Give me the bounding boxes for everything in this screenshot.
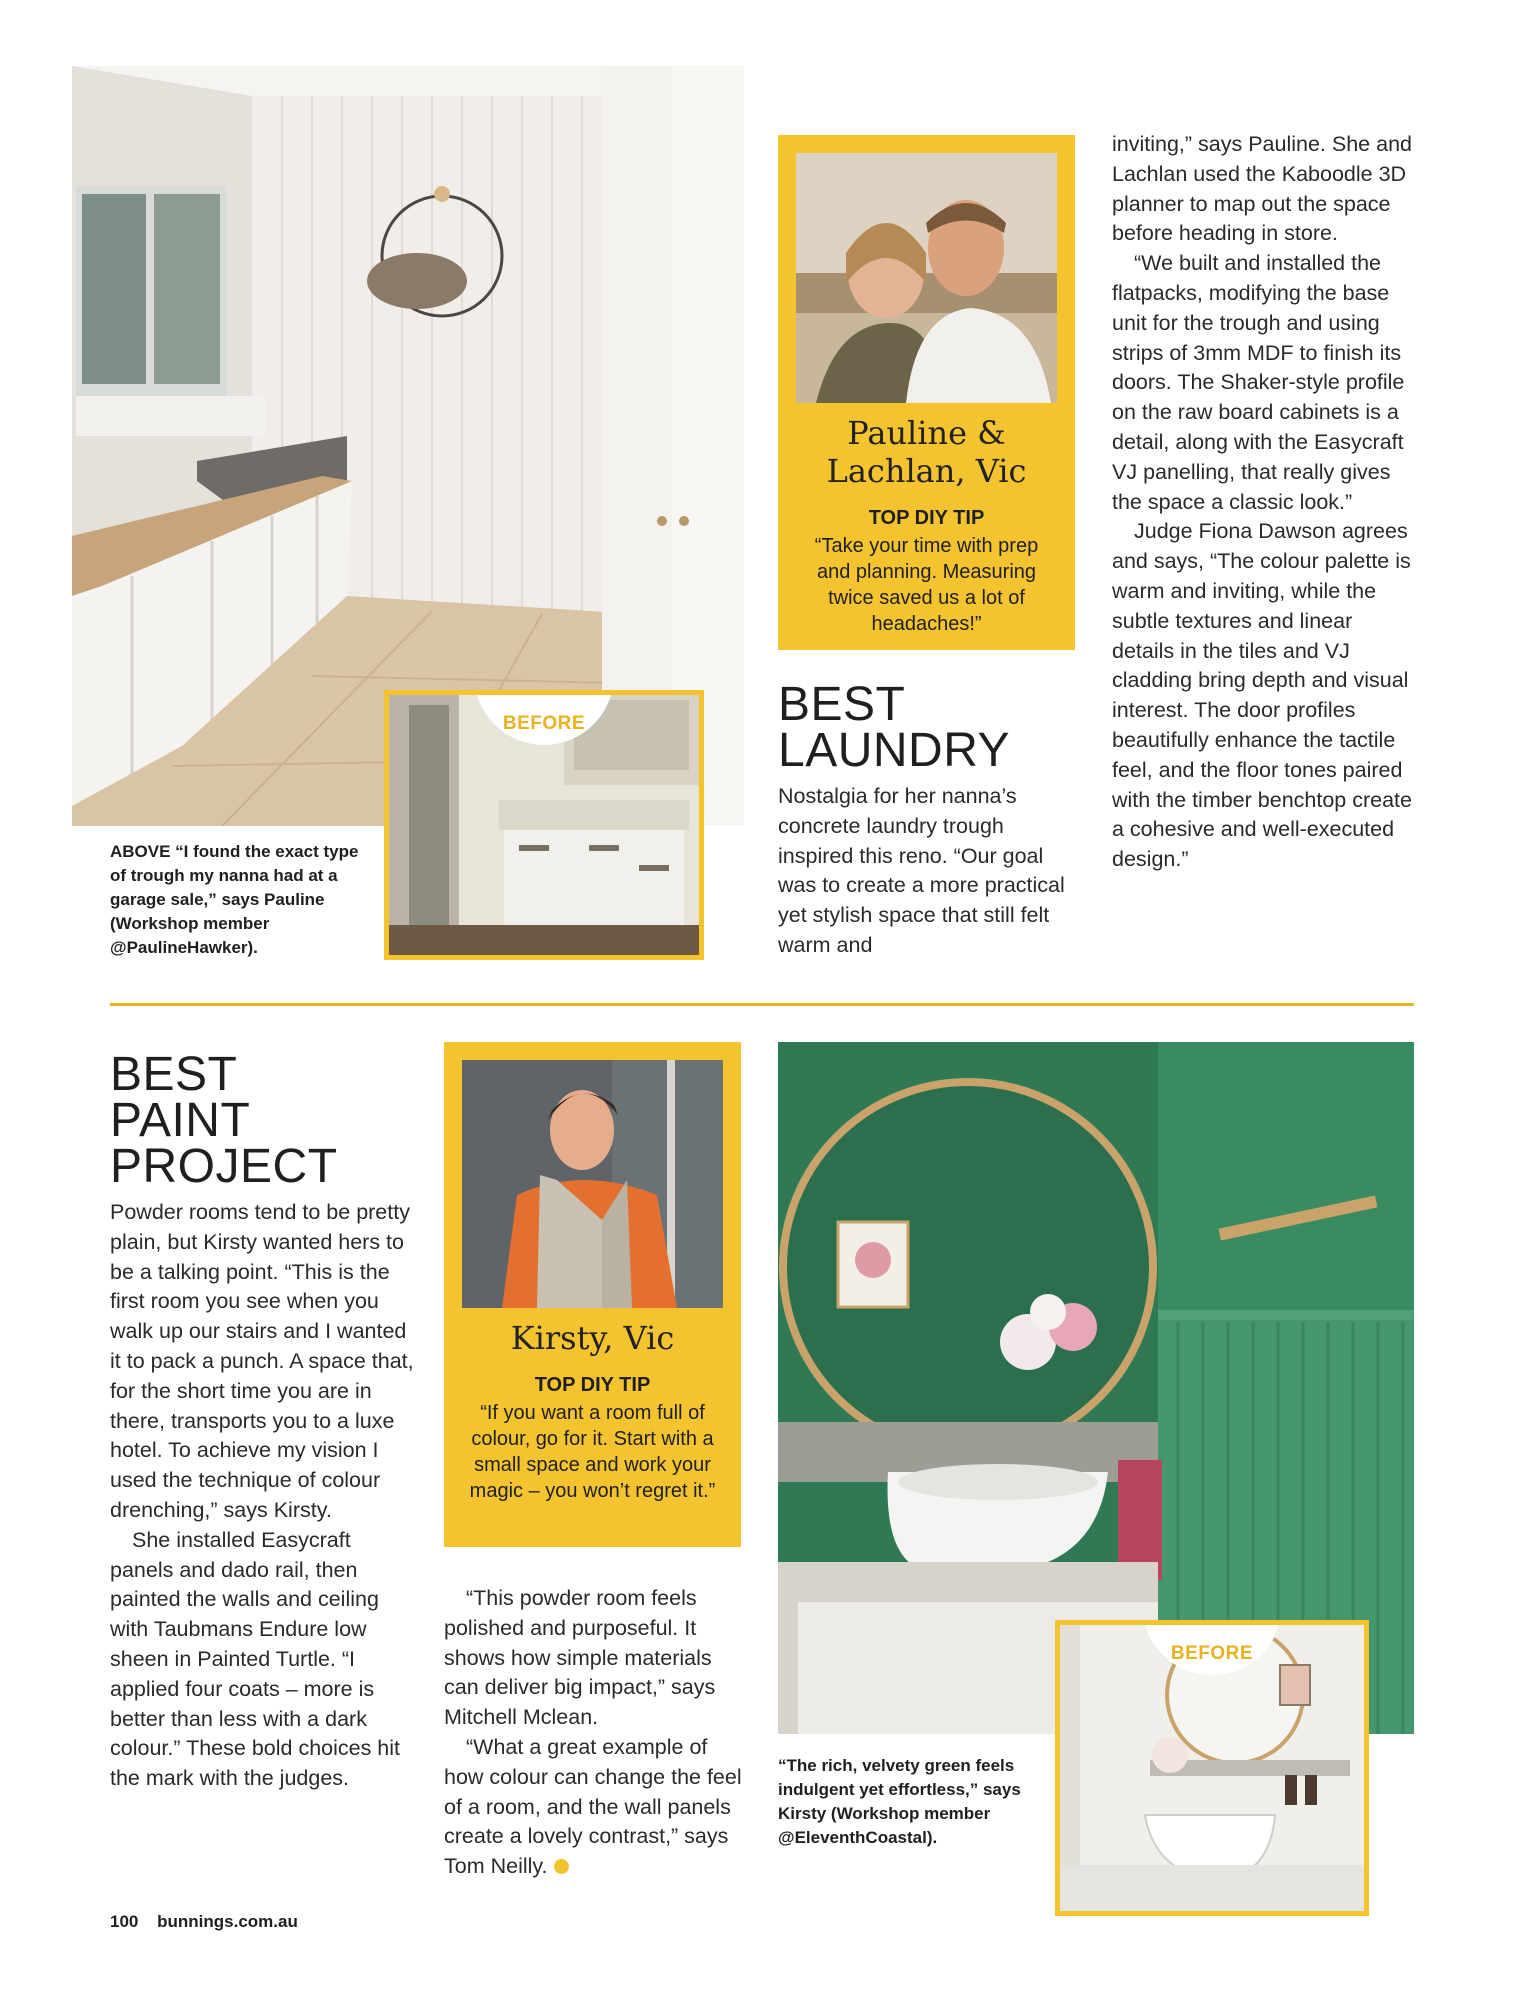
section-divider <box>110 1003 1414 1006</box>
page-footer <box>110 1912 298 1932</box>
laundry-body-col2-p2: “We built and installed the flatpacks, modifying the base unit for the trough and using strips of 3mm MDF to finish its doors. The Shaker-style profile on the raw board cabinets is a detail, along with the Easycraft VJ panelling, that really gives the space a classic look.” <box>1112 251 1405 514</box>
paint-headline-line1: BEST <box>110 1048 238 1101</box>
laundry-body-col2-p3: Judge Fiona Dawson agrees and says, “The colour palette is warm and inviting, while the subtle textures and linear details in the tiles and VJ cladding bring depth and visual interest. The door profiles beautifully enhance the tactile feel, and the floor tones paired with the timber benchtop create a cohesive and well-executed design.” <box>1112 519 1412 872</box>
paint-body-col2-p2-wrap <box>444 1733 744 1882</box>
kirsty-photo <box>462 1060 723 1308</box>
paint-body-col1 <box>110 1198 416 1794</box>
laundry-caption: ABOVE “I found the exact type of trough my nanna had at a garage sale,” says Pauline (Workshop member @PaulineHawker). <box>110 842 359 957</box>
site-url: bunnings.com.au <box>157 1912 298 1931</box>
paint-before-badge: BEFORE <box>1142 1620 1282 1675</box>
laundry-headline-line1: BEST <box>778 678 906 731</box>
paint-tip-name: Kirsty, Vic <box>510 1319 675 1357</box>
paint-body-col1-p2: She installed Easycraft panels and dado rail, then painted the walls and ceiling with Taubmans Endure low sheen in Painted Turtle. “I applied four coats – more is better than less with a dark colour.” These bold choices hit the mark with the judges. <box>110 1527 401 1791</box>
laundry-headline-line2: LAUNDRY <box>778 724 1011 777</box>
paint-tip-box <box>444 1042 741 1547</box>
pauline-lachlan-photo <box>796 153 1057 403</box>
page-number: 100 <box>110 1912 139 1931</box>
laundry-body-col2 <box>1112 130 1417 875</box>
paint-headline-line3: PROJECT <box>110 1140 338 1193</box>
laundry-body-col1 <box>778 782 1084 961</box>
laundry-body-col1-p1: Nostalgia for her nanna’s concrete laundry trough inspired this reno. “Our goal was to create a more practical yet stylish space that still felt warm and <box>778 784 1065 957</box>
paint-caption: “The rich, velvety green feels indulgent yet effortless,” says Kirsty (Workshop member @EleventhCoastal). <box>778 1756 1021 1847</box>
paint-body-col2-p1: “This powder room feels polished and purposeful. It shows how simple materials can deliver big impact,” says Mitchell Mclean. <box>444 1586 716 1730</box>
laundry-body-col2-p1: inviting,” says Pauline. She and Lachlan used the Kaboodle 3D planner to map out the space before heading in store. <box>1112 132 1412 246</box>
paint-body-col2-p2: “What a great example of how colour can change the feel of a room, and the wall panels create a lovely contrast,” says Tom Neilly. <box>444 1734 742 1879</box>
laundry-tip-quote: “Take your time with prep and planning. Measuring twice saved us a lot of headaches!” <box>814 535 1039 635</box>
laundry-headline <box>778 678 1011 777</box>
paint-tip-heading: TOP DIY TIP <box>534 1374 651 1396</box>
paint-tip-quote: “If you want a room full of colour, go for it. Start with a small space and work your magic – you won’t regret it.” <box>469 1402 716 1502</box>
laundry-tip-name-line1: Pauline & <box>847 414 1006 452</box>
paint-headline <box>110 1048 338 1193</box>
paint-body-col2 <box>444 1584 744 1882</box>
paint-headline-line2: PAINT <box>110 1094 251 1147</box>
laundry-tip-box <box>778 135 1075 650</box>
laundry-before-photo <box>384 690 704 960</box>
laundry-before-badge: BEFORE <box>474 690 614 745</box>
paint-before-photo <box>1055 1620 1369 1916</box>
laundry-tip-name-line2: Lachlan, Vic <box>826 452 1027 490</box>
paint-body-col1-p1: Powder rooms tend to be pretty plain, but Kirsty wanted hers to be a talking point. “This is the first room you see when you walk up our stairs and I wanted it to pack a punch. A space that, for the short time you are in there, transports you to a luxe hotel. To achieve my vision I used the technique of colour drenching,” says Kirsty. <box>110 1200 414 1522</box>
end-mark-dot <box>554 1859 569 1874</box>
laundry-tip-heading: TOP DIY TIP <box>868 507 985 529</box>
